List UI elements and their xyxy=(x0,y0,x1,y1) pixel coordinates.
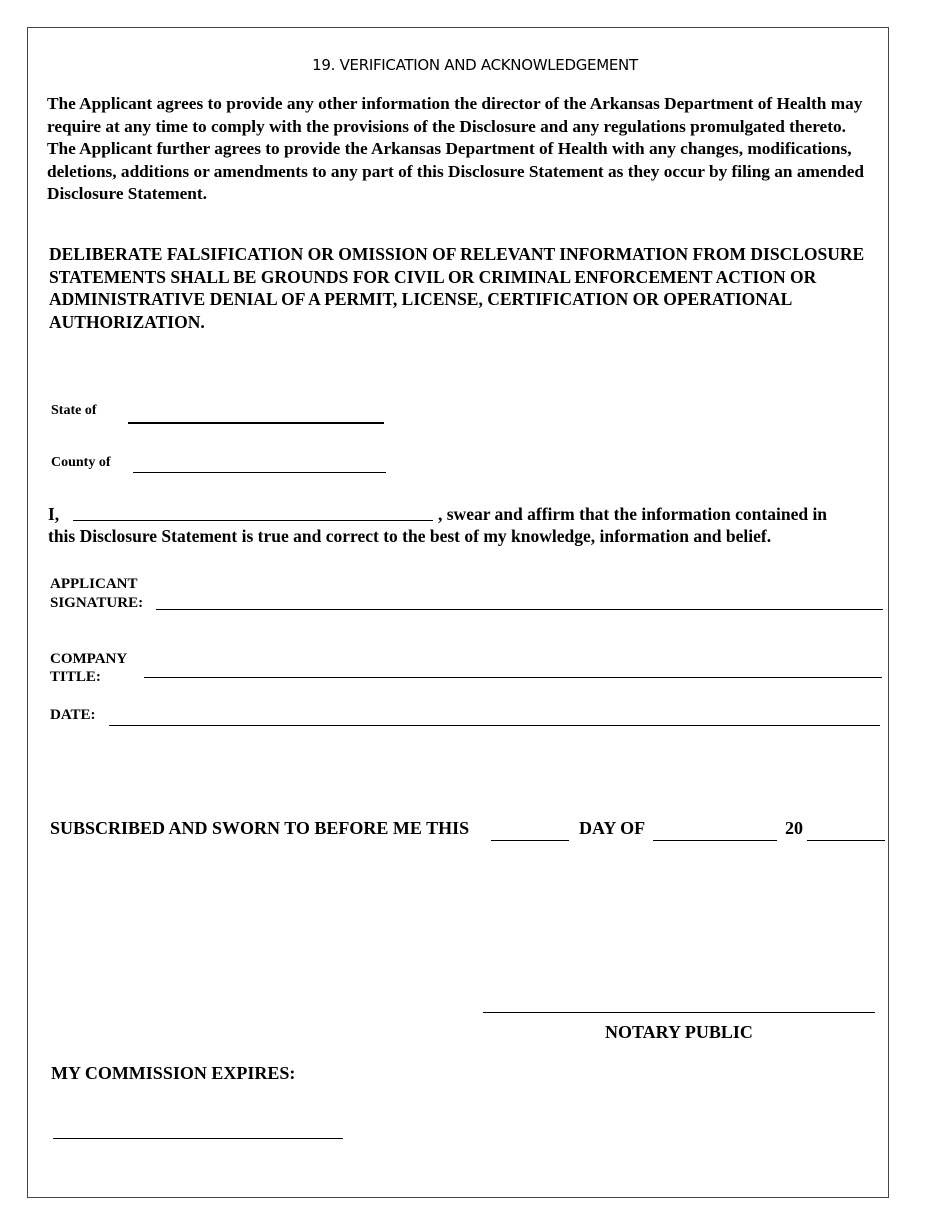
notary-signature-field[interactable] xyxy=(483,1012,875,1013)
date-field[interactable] xyxy=(109,725,880,726)
company-label-line1: COMPANY xyxy=(50,651,128,667)
sworn-year-field[interactable] xyxy=(807,840,885,841)
sworn-day-field[interactable] xyxy=(491,840,569,841)
section-title: 19. VERIFICATION AND ACKNOWLEDGEMENT xyxy=(312,56,638,74)
affirm-line-2: this Disclosure Statement is true and correct to the best of my knowledge, information and belief. xyxy=(48,526,772,546)
signature-label-line1: APPLICANT xyxy=(50,576,138,592)
day-of-label: DAY OF xyxy=(579,818,646,838)
company-label-line2: TITLE: xyxy=(50,669,101,685)
year-prefix: 20 xyxy=(785,818,803,838)
commission-expires-field[interactable] xyxy=(53,1138,343,1139)
sworn-text: SUBSCRIBED AND SWORN TO BEFORE ME THIS xyxy=(50,818,470,838)
sworn-month-field[interactable] xyxy=(653,840,777,841)
warning-paragraph: DELIBERATE FALSIFICATION OR OMISSION OF RELEVANT INFORMATION FROM DISCLOSURE STATEMENTS SHALL BE GROUNDS FOR CIVIL OR CRIMINAL ENFORCEMENT ACTION OR ADMINISTRATIVE DENIAL OF A PERMIT, LICENSE, CERTIFICATION OR OPERATIONAL AUTHORIZATION. xyxy=(49,244,865,332)
signature-label-line2: SIGNATURE: xyxy=(50,595,144,611)
county-field[interactable] xyxy=(133,472,386,473)
commission-expires-label: MY COMMISSION EXPIRES: xyxy=(51,1063,296,1083)
notary-public-label: NOTARY PUBLIC xyxy=(605,1022,753,1042)
date-label: DATE: xyxy=(50,707,96,723)
affiant-name-field[interactable] xyxy=(73,520,433,521)
county-label: County of xyxy=(51,455,111,470)
state-label: State of xyxy=(51,403,97,418)
affirm-prefix: I, xyxy=(48,504,60,524)
affirm-suffix: , swear and affirm that the information contained in xyxy=(438,504,828,524)
applicant-signature-field[interactable] xyxy=(156,609,883,610)
company-title-field[interactable] xyxy=(144,677,882,678)
agreement-paragraph: The Applicant agrees to provide any other information the director of the Arkansas Department of Health may require at any time to comply with the provisions of the Disclosure and any regulations promulgated thereto. The Applicant further agrees to provide the Arkansas Department of Health with any changes, modifications, deletions, additions or amendments to any part of this Disclosure Statement as they occur by filing an amended Disclosure Statement. xyxy=(47,94,865,204)
state-field[interactable] xyxy=(128,422,384,424)
